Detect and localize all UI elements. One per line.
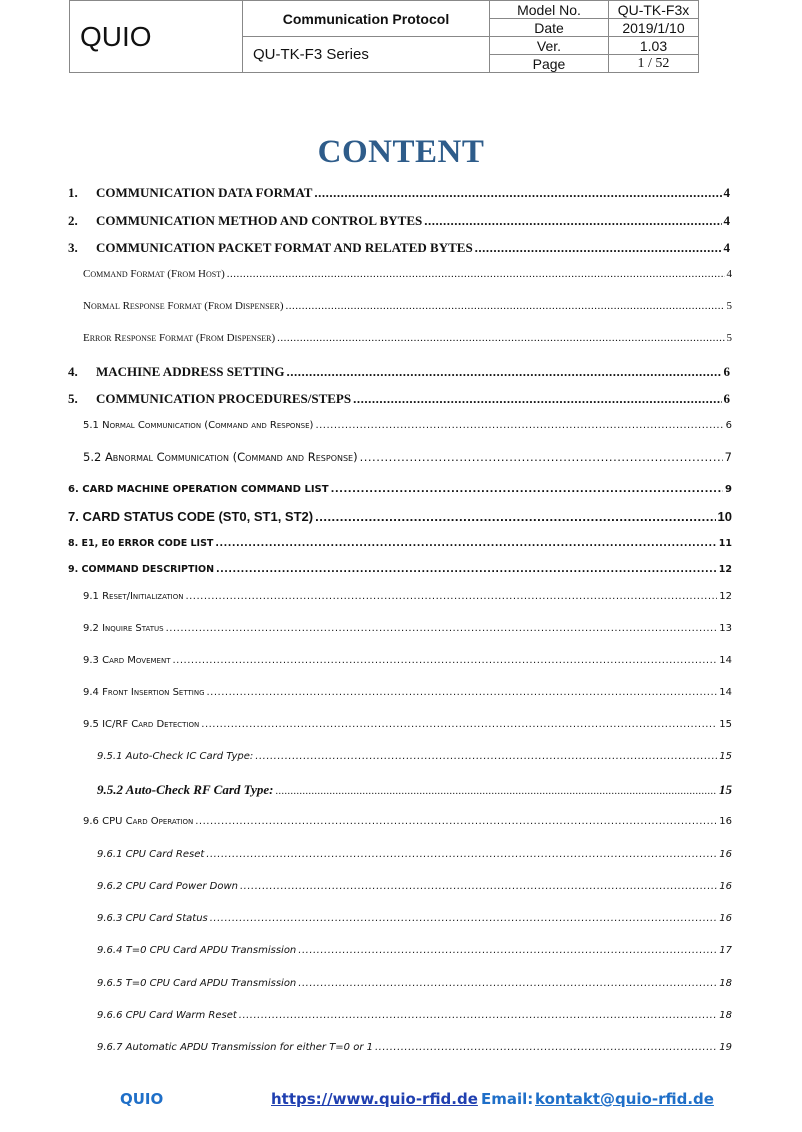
toc-page: 15	[719, 782, 732, 797]
toc-title: 7. CARD STATUS CODE (ST0, ST1, ST2)	[68, 509, 314, 524]
toc-title: COMMUNICATION DATA FORMAT	[96, 185, 313, 200]
header-value-date: 2019/1/10	[609, 19, 699, 37]
toc-entry[interactable]	[68, 564, 732, 575]
toc-title: 9.6.7 Automatic APDU Transmission for either T=0 or 1	[97, 1042, 373, 1053]
toc-title: 9.5.1 Auto-Check IC Card Type:	[97, 751, 254, 762]
toc-page: 17	[719, 945, 732, 956]
toc-page: 14	[719, 655, 732, 666]
toc-page: 12	[718, 564, 732, 575]
toc-page: 15	[719, 751, 732, 762]
toc-number: 5.	[68, 391, 78, 406]
toc-entry[interactable]	[83, 332, 732, 344]
toc-entry[interactable]	[83, 719, 732, 730]
toc-title: MACHINE ADDRESS SETTING	[96, 364, 285, 379]
toc-title: Normal Response Format (From Dispenser)	[83, 300, 284, 312]
toc-page: 16	[719, 849, 732, 860]
header-value-model: QU-TK-F3x	[609, 1, 699, 19]
toc-title: COMMUNICATION PROCEDURES/STEPS	[96, 391, 352, 406]
toc-page: 7	[724, 450, 732, 464]
toc-title: 9.6.4 T=0 CPU Card APDU Transmission	[97, 945, 297, 956]
toc-title: 5.1 Normal Communication (Command and Response)	[83, 420, 314, 431]
toc-page: 14	[719, 687, 732, 698]
toc-title: 8. E1, E0 ERROR CODE LIST	[68, 538, 214, 549]
toc-page: 4	[723, 213, 730, 228]
toc-entry[interactable]	[97, 945, 732, 956]
toc-title: 9.5 IC/RF Card Detection	[83, 719, 200, 730]
toc-title: 9.6.2 CPU Card Power Down	[97, 881, 238, 892]
toc-title: 9.5.2 Auto-Check RF Card Type:	[97, 782, 274, 797]
toc-entry[interactable]	[97, 913, 732, 924]
footer-email-label: Email:	[481, 1090, 534, 1108]
toc-entry[interactable]	[68, 213, 730, 229]
toc-title: 9.4 Front Insertion Setting	[83, 687, 205, 698]
toc-entry[interactable]	[68, 484, 732, 495]
toc-number: 2.	[68, 213, 78, 228]
toc-number: 3.	[68, 240, 78, 255]
header-label-model: Model No.	[490, 1, 609, 19]
toc-title: 9.6.3 CPU Card Status	[97, 913, 208, 924]
toc-page: 16	[719, 816, 732, 827]
toc-page: 6	[723, 391, 730, 406]
header-label-date: Date	[490, 19, 609, 37]
toc-page: 19	[719, 1042, 732, 1053]
toc-page: 11	[718, 538, 732, 549]
toc-entry[interactable]	[97, 849, 732, 860]
document-header	[69, 0, 699, 73]
header-value-version: 1.03	[609, 37, 699, 55]
page-title: CONTENT	[317, 134, 485, 170]
header-label-page: Page	[490, 55, 609, 73]
toc-entry[interactable]	[83, 655, 732, 666]
toc-entry[interactable]	[68, 538, 732, 549]
toc-entry[interactable]	[83, 816, 732, 827]
toc-entry[interactable]	[83, 450, 732, 464]
toc-title: 9.6 CPU Card Operation	[83, 816, 194, 827]
header-label-version: Ver.	[490, 37, 609, 55]
toc-title: COMMUNICATION PACKET FORMAT AND RELATED BYTES	[96, 240, 473, 255]
toc-entry[interactable]	[97, 1010, 732, 1021]
toc-title: Command Format (From Host)	[83, 268, 225, 280]
toc-entry[interactable]	[68, 391, 730, 407]
toc-title: 9. COMMAND DESCRIPTION	[68, 564, 215, 575]
toc-page: 18	[719, 978, 732, 989]
toc-page: 5	[726, 300, 732, 312]
toc-entry[interactable]	[97, 881, 732, 892]
toc-title: 5.2 Abnormal Communication (Command and Response)	[83, 450, 358, 464]
toc-page: 4	[723, 185, 730, 200]
toc-number: 1.	[68, 185, 78, 200]
toc-entry[interactable]	[83, 268, 732, 280]
toc-title: 9.6.6 CPU Card Warm Reset	[97, 1010, 237, 1021]
toc-entry[interactable]	[83, 420, 732, 431]
toc-page: 6	[725, 420, 732, 431]
toc-page: 10	[717, 509, 732, 524]
toc-page: 6	[723, 364, 730, 379]
toc-entry[interactable]	[68, 240, 730, 256]
toc-entry[interactable]	[83, 300, 732, 312]
toc-page: 13	[719, 623, 732, 634]
toc-entry[interactable]	[83, 687, 732, 698]
footer-website-link[interactable]	[271, 1090, 478, 1108]
toc-page: 18	[719, 1010, 732, 1021]
footer-brand: QUIO	[120, 1090, 164, 1108]
toc-page: 15	[719, 719, 732, 730]
toc-title: 9.6.1 CPU Card Reset	[97, 849, 205, 860]
toc-title: 9.3 Card Movement	[83, 655, 171, 666]
footer-email-link[interactable]	[535, 1090, 714, 1108]
footer-url[interactable]: https://www.quio-rfid.de	[271, 1090, 478, 1108]
header-doc-title: Communication Protocol	[243, 1, 490, 37]
footer-email[interactable]: kontakt@quio-rfid.de	[535, 1090, 714, 1108]
toc-entry[interactable]	[68, 509, 732, 524]
toc-page: 16	[719, 913, 732, 924]
toc-page: 4	[726, 268, 732, 280]
header-value-page: 1 / 52	[609, 55, 699, 73]
toc-page: 5	[726, 332, 732, 344]
toc-entry[interactable]	[97, 978, 732, 989]
toc-page: 12	[719, 591, 732, 602]
toc-entry[interactable]	[97, 782, 732, 798]
toc-entry[interactable]	[68, 364, 730, 380]
toc-page: 9	[725, 484, 732, 495]
toc-title: Error Response Format (From Dispenser)	[83, 332, 276, 344]
toc-title: COMMUNICATION METHOD AND CONTROL BYTES	[96, 213, 423, 228]
toc-page: 16	[719, 881, 732, 892]
toc-entry[interactable]	[97, 751, 732, 762]
toc-entry[interactable]	[83, 591, 732, 602]
toc-number: 4.	[68, 364, 78, 379]
toc-page: 4	[723, 240, 730, 255]
toc-title: 6. CARD MACHINE OPERATION COMMAND LIST	[68, 484, 329, 495]
toc-entry[interactable]	[97, 1042, 732, 1053]
toc-entry[interactable]	[83, 623, 732, 634]
header-series: QU-TK-F3 Series	[243, 37, 490, 73]
toc-entry[interactable]	[68, 185, 730, 201]
toc-title: 9.2 Inquire Status	[83, 623, 164, 634]
header-brand: QUIO	[70, 1, 243, 73]
toc-title: 9.6.5 T=0 CPU Card APDU Transmission	[97, 978, 297, 989]
toc-title: 9.1 Reset/Initialization	[83, 591, 184, 602]
